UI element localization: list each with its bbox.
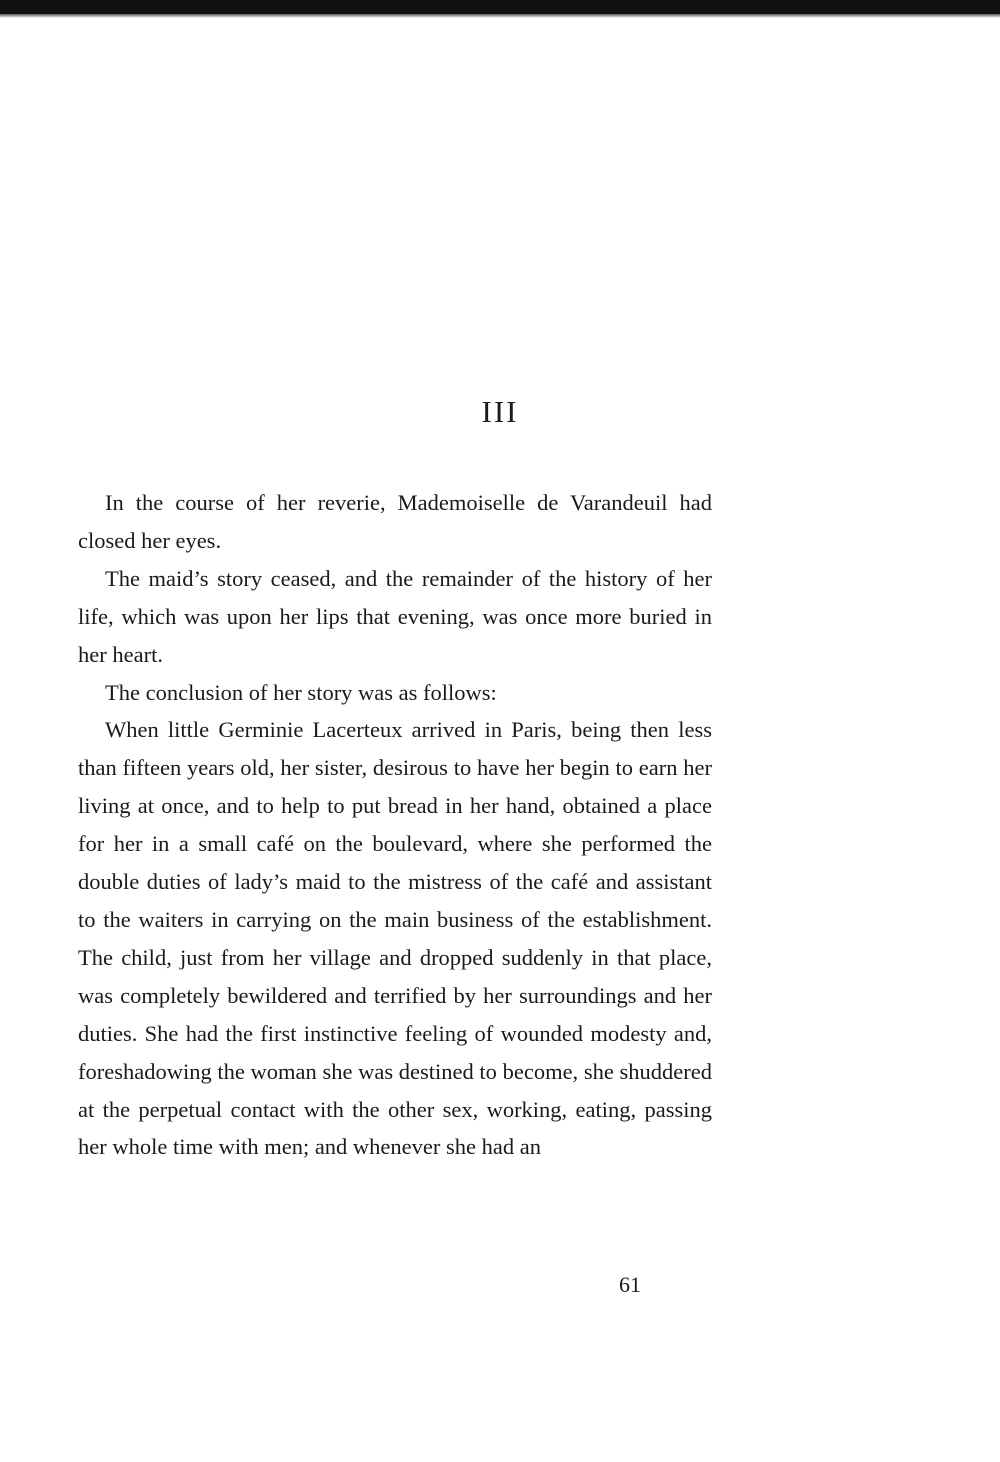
body-text [78, 484, 712, 1166]
paragraph: The conclusion of her story was as follows: [105, 679, 497, 705]
paragraph: In the course of her reverie, Mademoiselle de Varandeuil had closed her eyes. [78, 490, 712, 553]
chapter-heading: III [481, 394, 519, 429]
scan-top-border-shadow [0, 14, 1000, 18]
paragraph: The maid’s story ceased, and the remainder of the history of her life, which was upon her lips that evening, was once more buried in her heart. [78, 565, 712, 667]
paragraph: When little Germinie Lacerteux arrived in Paris, being then less than fifteen years old, her sister, desirous to have her begin to earn her living at once, and to help to put bread in her hand, obtained a place for her in a small café on the boulevard, where she performed the double duties of lady’s maid to the mistress of the café and assistant to the waiters in carrying on the main business of the establishment. The child, just from her village and dropped suddenly in that place, was completely bewildered and terrified by her surroundings and her duties. She had the first instinctive feeling of wounded modesty and, foreshadowing the woman she was destined to become, she shuddered at the perpetual contact with the other sex, working, eating, passing her whole time with men; and whenever she had an [78, 717, 712, 1160]
page-number: 61 [619, 1272, 641, 1297]
scan-top-border [0, 0, 1000, 14]
